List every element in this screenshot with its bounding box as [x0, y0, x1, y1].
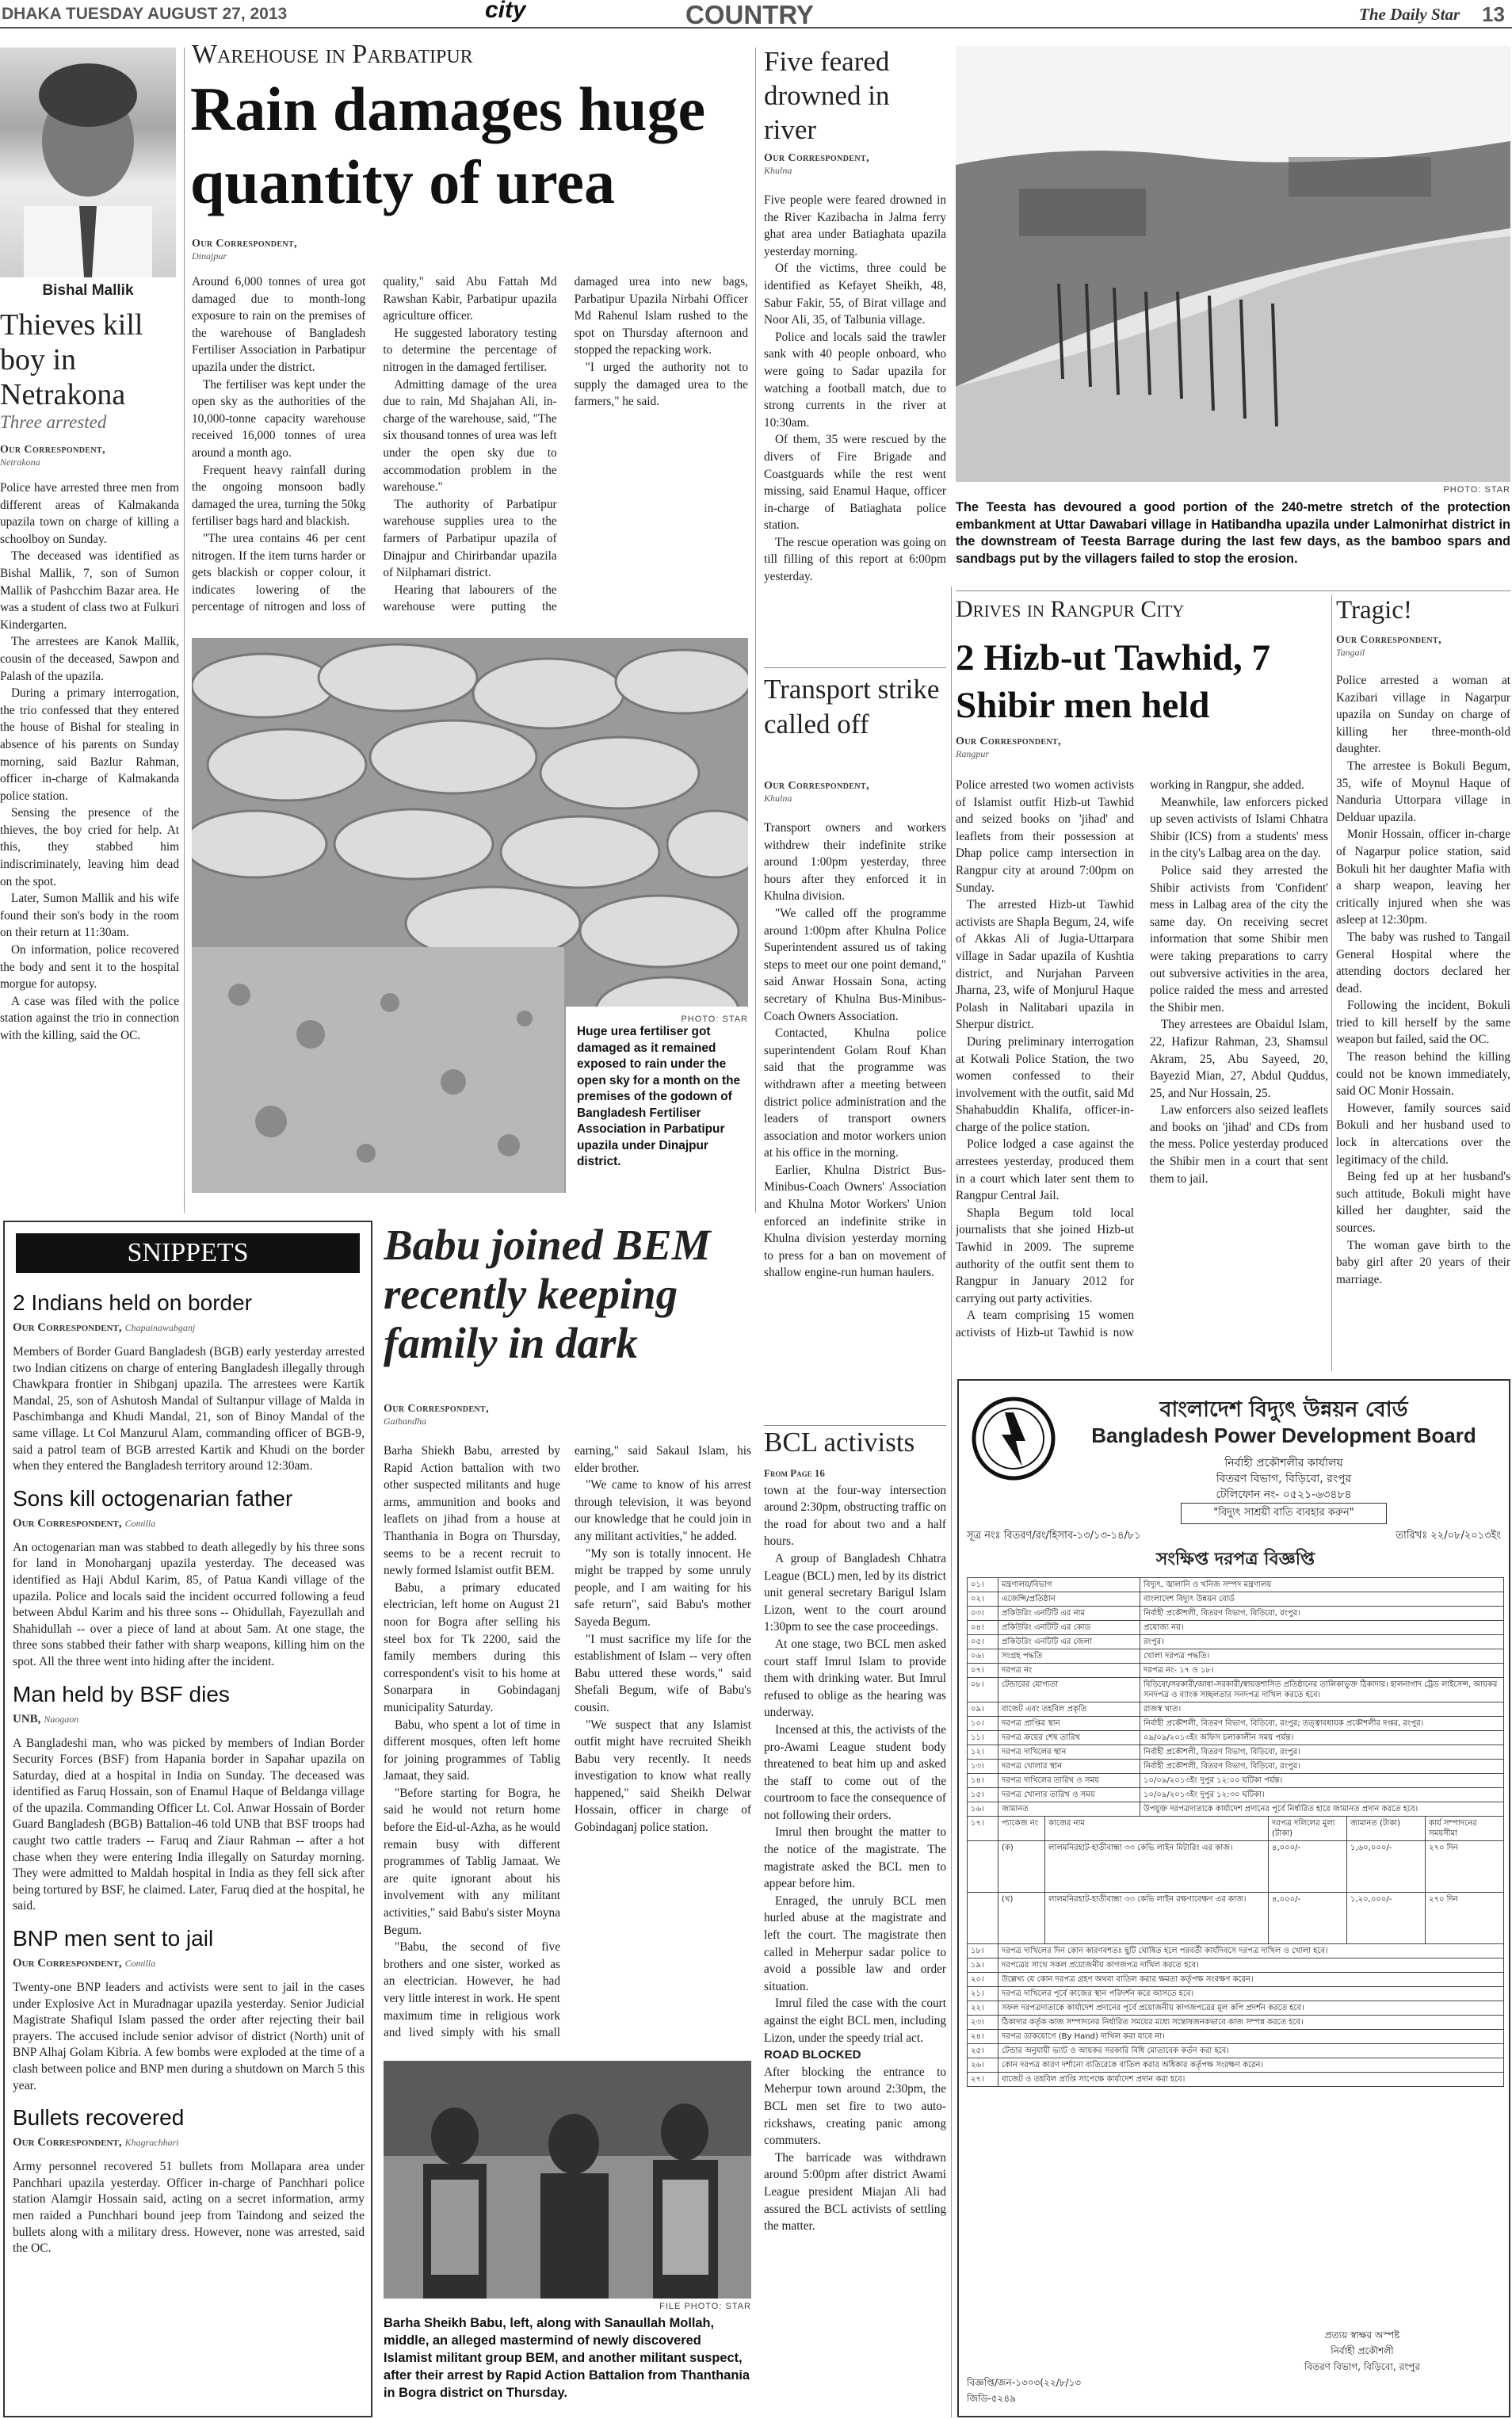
teesta-caption: The Teesta has devoured a good portion of the 240-metre stretch of the protection embankment at Uttar Dawabari village in Hatibandha upazila under Lalmonirhat district in the downstream of Teesta Barrage during the last few days, as the bamboo spars and sandbags put by the villagers failed to stop the erosion. [956, 500, 1510, 566]
snippet-place: Comilla [124, 1517, 156, 1529]
snippet-headline: BNP men sent to jail [13, 1926, 214, 1951]
babu-place: Gaibandha [384, 1416, 426, 1427]
paragraph: Admitting damage of the urea due to rain, Md Shajahan Ali, in-charge of the warehouse, said, "The six thousand tonnes of urea was left under the open sky due to accommodation problem in the warehouse." [383, 377, 557, 495]
paragraph: The authority of Parbatipur warehouse supplies urea to the farmers of Parbatipur upazila of Dinajpur and Chirirbandar upazila of Nilphamari district. [383, 497, 557, 580]
paragraph: town at the four-way intersection around 2:30pm, obstructing traffic on the road for about two and a half hours. [764, 1483, 946, 1549]
cell: টেন্ডার অনুযায়ী ভ্যাট ও আয়কর সরকারি বিধি মোতাবেক কর্তন করা হবে। [998, 2044, 1504, 2058]
tender-row [968, 1745, 1504, 1760]
cell: কোন দরপত্র কারণ দর্শানো ব্যতিরেকে বাতিল করার অধিকার কর্তৃপক্ষ সংরক্ষণ করেন। [998, 2058, 1504, 2073]
cell: ০৮। [968, 1678, 998, 1702]
column-rule [951, 587, 952, 2417]
tender-note-row [968, 2030, 1504, 2044]
paragraph: Frequent heavy rainfall during the ongoing monsoon badly damaged the urea, turning the 50kg fertiliser bags hard and blackish. [192, 463, 366, 529]
cell: প্যাকেজ নং [998, 1817, 1045, 1841]
hizb-kicker: Drives in Rangpur City [956, 596, 1185, 622]
cell: প্রকিউরিং এনটিটি এর জেলা [998, 1635, 1140, 1649]
thieves-body [0, 480, 179, 1205]
cell: (খ) [998, 1893, 1045, 1944]
paragraph: "Babu, the second of five brothers and one sister, worked as an electrician. However, he had very little interest in work. He spent maximum time in religious work and lived simply with his small earning," said Sakaul Islam, his elder brother. [384, 1444, 751, 2040]
ad-footer-2: জিডি-৫২৪৯ [967, 2393, 1016, 2404]
cell: ১১। [968, 1731, 998, 1745]
paragraph: A group of Bangladesh Chhatra League (BCL) men, led by its district unit general secretary Barigul Islam Lizon, went to the court around 1:30pm to see the case proceedings. [764, 1551, 946, 1634]
dateline: DHAKA TUESDAY AUGUST 27, 2013 [2, 5, 288, 23]
paragraph: "We called off the programme around 1:00pm after Khulna Police Superintendent assured us of taking steps to meet our one point demand," said Anwar Hossain Sona, acting secretary of Khulna Bus-Minibus-Coach Owners Association. [764, 906, 946, 1023]
cell: এজেন্সি/প্রতিষ্ঠান [998, 1592, 1140, 1607]
lot-row [968, 1841, 1504, 1893]
cell: ০৭। [968, 1664, 998, 1678]
tender-row [968, 1592, 1504, 1607]
teesta-photo-credit: PHOTO: STAR [1443, 485, 1510, 495]
paragraph: Meanwhile, law enforcers picked up seven activists of Islami Chhatra Shibir (ICS) from a students' mess in the city's Lalbag area on the day. [1150, 795, 1328, 861]
cell: ২২। [968, 2001, 998, 2016]
tender-row [968, 1702, 1504, 1717]
ad-org-bn: বাংলাদেশ বিদ্যুৎ উন্নয়ন বোর্ড [1159, 1397, 1408, 1422]
tender-row [968, 1802, 1504, 1817]
cell: ১,৬০,০০০/- [1347, 1841, 1426, 1893]
section-country: COUNTRY [685, 0, 814, 29]
paragraph: Police have arrested three men from different areas of Kalmakanda upazila town on charge of killing a schoolboy on Sunday. [0, 481, 179, 546]
tender-note-row [968, 1987, 1504, 2001]
snippet-place: Chapainawabganj [124, 1322, 196, 1333]
snippet-headline: Sons kill octogenarian father [13, 1485, 293, 1511]
cell: সফল দরপত্রদাতাকে কার্যাদেশ প্রদানের পূর্বে প্রয়োজনীয় কাগজপত্রের মূল কপি প্রদর্শন করতে হবে। [998, 2001, 1504, 2016]
cell: ১২। [968, 1745, 998, 1760]
cell: ০৪। [968, 1621, 998, 1635]
snippet-body: Army personnel recovered 51 bullets from Mollapara area under Panchhari upazila yesterday. Officer in-charge of Panchhari police station Alamgir Hossain said, acting on a secret information, army men raided a Punchhari bound jeep from Taindong and seized the bullets along with a military dress. However, none was arrested, said the OC. [13, 2160, 365, 2256]
cell: ০১। [968, 1578, 998, 1592]
ad-phone: টেলিফোন নং- ০৫২১-৬৩৪৮৪ [1216, 1488, 1352, 1501]
urea-byline-block [192, 238, 366, 269]
cell: কার্য সম্পাদনের সময়সীমা [1426, 1817, 1504, 1841]
cell: ১৩। [968, 1760, 998, 1774]
cell: ২৪। [968, 2030, 998, 2044]
ad-sign-3: বিতরণ বিভাগ, বিড়িবো, রংপুর [1304, 2361, 1421, 2372]
tender-details-table [967, 1577, 1504, 1817]
snippet-body: Twenty-one BNP leaders and activists were sent to jail in the cases under Explosive Act in Muradnagar upazila yesterday. Senior Judicial Magistrate Shafiqul Islam passed the order after rejecting their bail prayers. The accused include senior advisor of district (North) unit of BNP Alhaj Golam Kibria. A few bombs were exploded at the time of a clash between police and BNP men during a shutdown on March 5 this year. [13, 1981, 365, 2092]
paragraph: Incensed at this, the activists of the pro-Awami League student body threatened to beat him up and asked the staff to come out of the courtroom to face the consequence of not following their orders. [764, 1722, 946, 1822]
cell: রাজস্ব খাত। [1140, 1702, 1504, 1717]
tender-note-row [968, 2073, 1504, 2087]
transport-byline: Our Correspondent, [764, 780, 869, 792]
paragraph: Around 6,000 tonnes of urea got damaged due to month-long exposure to rain on the premises of the warehouse of Bangladesh Fertiliser Association in Parbatipur upazila under the district. [192, 275, 366, 374]
cell: জামানত [998, 1802, 1140, 1817]
paragraph: "We came to know of his arrest through television, it was beyond our knowledge that he could join in any militant activities," he added. [575, 1478, 751, 1543]
bcl-body [764, 1465, 946, 2416]
snippet-place: Comilla [124, 1958, 156, 1970]
transport-place: Khulna [764, 793, 792, 804]
hizb-body [956, 736, 1328, 1347]
cell: (ক) [998, 1841, 1045, 1893]
thieves-subhead: Three arrested [0, 412, 107, 432]
thieves-place: Netrakona [0, 457, 40, 468]
paragraph: "We suspect that any Islamist outfit might have recruited Sheikh Babu very recently. It needs investigation to know what really happened," said Sheikh Delwar Hossain, officer in charge of Gobindaganj police station. [575, 1718, 751, 1835]
snippet-byline: Our Correspondent, [13, 1957, 122, 1970]
tender-row [968, 1621, 1504, 1635]
tragic-byline-block [1336, 634, 1510, 665]
cell: ২৭০ দিন [1426, 1893, 1504, 1944]
tender-row [968, 1760, 1504, 1774]
cell: রংপুর। [1140, 1635, 1504, 1649]
snippet-place: Khagrachhari [124, 2137, 179, 2149]
paragraph: Imrul then brought the matter to the notice of the magistrate. The magistrate asked the BCL men to appear before him. [764, 1825, 946, 1891]
snippet-item [13, 1290, 365, 1475]
paragraph: Police said they arrested the Shibir activists from 'Confident' mess in Lalbag area of the city the same day. On receiving secret information that some Shibir men were taking preparations to carry out subversive activities in the area, police raided the mess and arrested the Shibir men. [1150, 863, 1328, 1015]
teesta-photo-svg [956, 46, 1510, 482]
urea-photo [192, 638, 748, 1193]
snippet-item [13, 1926, 365, 2094]
snippet-byline: Our Correspondent, [13, 1321, 122, 1334]
thieves-byline-block [0, 444, 179, 475]
cell: ২৩। [968, 2016, 998, 2030]
snippet-byline: UNB, [13, 1712, 41, 1725]
paragraph: The baby was rushed to Tangail General Hospital where the attending doctors declared her dead. [1336, 930, 1510, 995]
ad-signature [967, 2329, 1504, 2408]
paragraph: However, family sources said Bokuli and her husband used to lock in altercations over the legitimacy of the child. [1336, 1101, 1510, 1167]
snippet-item [13, 2105, 365, 2257]
cell: নির্বাহী প্রকৌশলী, বিতরণ বিভাগ, বিড়িবো, রংপুর। [1140, 1607, 1504, 1621]
cell: ০৬। [968, 1649, 998, 1664]
paragraph: The rescue operation was going on till filling of this report at 6:00pm yesterday. [764, 535, 946, 584]
paragraph: During a primary interrogation, the trio confessed that they entered the house of Bishal for stealing in absence of his parents on Sunday morning, said Bazlur Rahman, officer in-charge of Kalmakanda police station. [0, 686, 179, 803]
cell: ১৯। [968, 1959, 998, 1973]
transport-headline: Transport strike called off [764, 674, 940, 739]
paragraph: Following the incident, Bokuli tried to kill herself by the same weapon but failed, said the OC. [1336, 999, 1510, 1047]
babu-photo-svg [384, 2061, 751, 2299]
paragraph: "I urged the authority not to supply the damaged urea to the farmers," he said. [574, 360, 748, 409]
column-rule [184, 48, 185, 1213]
cell: ৪,০০০/- [1269, 1893, 1347, 1944]
lot-row [968, 1893, 1504, 1944]
paragraph: Law enforcers also seized leaflets and books on 'jihad' and CDs from the mess. Police yesterday produced the Shibir men in a court that sent them to jail. [1150, 1103, 1328, 1186]
cell: উল্লেখ্য যে কোন দরপত্র গ্রহণ অথবা বাতিল করার ক্ষমতা কর্তৃপক্ষ সংরক্ষণ করেন। [998, 1973, 1504, 1987]
cell: ২৭। [968, 2073, 998, 2087]
urea-caption: Huge urea fertiliser got damaged as it remained exposed to rain under the open sky for a month on the premises of the godown of Bangladesh Fertiliser Association in Parbatipur upazila under Dinajpur district. [577, 1025, 741, 1168]
cell: উপযুক্ত দরপত্রদাতাকে কার্যাদেশ প্রদানের পূর্বে নির্ধারিত হারে জামানত প্রদান করতে হবে। [1140, 1802, 1504, 1817]
drowned-headline: Five feared drowned in river [764, 46, 890, 145]
boy-photo-svg [0, 48, 176, 277]
cell: দরপত্র খোলার স্থান [998, 1760, 1140, 1774]
paragraph: During preliminary interrogation at Kotwali Police Station, the two women confessed to their involvement with the outfit, said Md Shahabuddin Khalifa, officer-in-charge of the police station. [956, 1034, 1134, 1134]
tender-note-row [968, 1944, 1504, 1959]
cell: প্রকিউরিং এনটিটি এর কোড [998, 1621, 1140, 1635]
bpdb-logo [970, 1395, 1057, 1482]
ad-sign-1: প্রত্যয় স্বাক্ষর অস্পষ্ট [1324, 2329, 1400, 2341]
bpdb-logo-svg [970, 1395, 1057, 1482]
paragraph: Being fed up at her husband's such attitude, Bokuli might have killed her daughter, said the sources. [1336, 1170, 1510, 1235]
tragic-place: Tangail [1336, 647, 1365, 658]
cell: ১৫। [968, 1788, 998, 1802]
paragraph: The fertiliser was kept under the open sky as the authorities of the 10,000-tonne capacity warehouse received 16,000 tonnes of urea around a month ago. [192, 377, 366, 460]
paragraph: He suggested laboratory testing to determine the percentage of nitrogen in the damaged fertiliser. [383, 326, 557, 374]
cell [968, 1841, 998, 1893]
cell: ১০/০৯/২০১৩ইং দুপুর ১২:০০ ঘটিকা পর্যন্ত। [1140, 1774, 1504, 1788]
cell: মন্ত্রণালয়/বিভাগ [998, 1578, 1140, 1592]
cell: নির্বাহী প্রকৌশলী, বিতরণ বিভাগ, বিড়িবো, রংপুর। [1140, 1760, 1504, 1774]
cell: দরপত্র ডাকযোগে (By Hand) দাখিল করা যাবে না। [998, 2030, 1504, 2044]
cell: ০২। [968, 1592, 998, 1607]
transport-body [764, 820, 946, 1422]
story-divider [956, 590, 1510, 591]
paragraph: Police and locals said the trawler sank with 40 people onboard, who were going to Sadar upazila for watching a football match, due to strong currents in the river at 10:30am. [764, 330, 946, 430]
story-divider [764, 1425, 946, 1426]
bcl-headline: BCL activists [764, 1427, 915, 1458]
cell: দরপত্রের সাথে সকল প্রয়োজনীয় কাগজপত্র দাখিল করতে হবে। [998, 1959, 1504, 1973]
cell: ২১। [968, 1987, 998, 2001]
hizb-headline: 2 Hizb-ut Tawhid, 7 Shibir men held [956, 637, 1271, 726]
bcl-subhead: ROAD BLOCKED [764, 2048, 861, 2062]
tender-row [968, 1578, 1504, 1592]
page-number: 13 [1482, 2, 1505, 26]
babu-caption: Barha Sheikh Babu, left, along with Sanaullah Mollah, middle, an alleged mastermind of newly discovered Islamist militant group BEM, and another militant suspect, after their arrest by Rapid Action Battalion from Thanthania in Bogra district on Thursday. [384, 2316, 750, 2400]
ad-footer-1: বিজ্ঞপ্তি/জন-১৩০৩(২২/৮/১৩ [967, 2377, 1082, 2388]
paragraph: On information, police recovered the body and sent it to the hospital morgue for autopsy. [0, 943, 179, 992]
cell: দরপত্র খোলার তারিখ ও সময় [998, 1788, 1140, 1802]
cell: ১৬। [968, 1802, 998, 1817]
snippet-body: Members of Border Guard Bangladesh (BGB) early yesterday arrested two Indian citizens on charge of entering Bangladesh illegally through Chawkpara frontier in Shibganj upazila. The arrestees were Kartik Mandal, 25, son of Ashutosh Mandal of Sultanpur village of Malda in Paschimbanga and Khudi Mandal, 21, son of Binoy Mandal of the same village. Lt Col Manzurul Alam, commanding officer of BGB-9, said a patrol team of BGB arrested Kartik and Khudi on the border when they entered the Bangladesh territory around 12:30am. [13, 1345, 365, 1473]
paragraph: A team comprising 15 women activists of Hizb-ut Tawhid is now working in Rangpur, she added. [956, 778, 1304, 1339]
cell: দরপত্র দাখিলের পূর্বে কাজের স্থান পরিদর্শন করে আসতে হবে। [998, 1987, 1504, 2001]
cell: ১৮। [968, 1944, 998, 1959]
cell: ২৬। [968, 2058, 998, 2073]
hizb-place: Rangpur [956, 748, 989, 759]
paragraph: Sensing the presence of the thieves, the boy cried for help. At this, they stabbed him indiscriminately, leaving him dead on the spot. [0, 806, 179, 888]
drowned-byline-block [764, 152, 946, 183]
tender-row [968, 1649, 1504, 1664]
hizb-byline: Our Correspondent, [956, 736, 1061, 747]
paragraph: The reason behind the killing could not be known immediately, said OC Monir Hossain. [1336, 1050, 1510, 1099]
tragic-byline: Our Correspondent, [1336, 634, 1441, 646]
ad-office-1: নির্বাহী প্রকৌশলীর কার্যালয় [1224, 1457, 1343, 1469]
cell: ২০। [968, 1973, 998, 1987]
urea-body [192, 273, 748, 626]
transport-byline-block [764, 780, 946, 811]
urea-caption-box [566, 1007, 748, 1193]
cell: কাজের নাম [1045, 1817, 1269, 1841]
cell: ১৪। [968, 1774, 998, 1788]
babu-photo-credit: FILE PHOTO: STAR [659, 2302, 751, 2311]
babu-headline: Babu joined BEM recently keeping family in dark [384, 1221, 711, 1367]
tender-note-row [968, 1973, 1504, 1987]
teesta-photo [956, 46, 1510, 482]
boy-photo [0, 48, 176, 277]
cell: ১৭। [968, 1817, 998, 1841]
cell [968, 1893, 998, 1944]
cell: ১০। [968, 1717, 998, 1731]
paragraph: Contacted, Khulna police superintendent Golam Rouf Khan said that the programme was withdrawn after a meeting between district police administration and the leaders of transport owners association and motor workers union at his office in the morning. [764, 1026, 946, 1160]
paragraph: Of them, 35 were rescued by the divers of Fire Brigade and Coastguards while the rest went missing, said Enamul Haque, officer in-charge of Batiaghata police station. [764, 433, 946, 533]
babu-body [384, 1403, 751, 2053]
cell: বিদ্যুৎ, জ্বালানি ও খনিজ সম্পদ মন্ত্রণালয় [1140, 1578, 1504, 1592]
story-divider [764, 667, 946, 668]
paragraph: The arrested Hizb-ut Tawhid activists are Shapla Begum, 24, wife of Akkas Ali of Jugia-Uttarpara village in Sadar upazila of Kushtia district, and Nurjahan Parveen Jharna, 23, wife of Monjurul Haque Polash in Nalitabari upazila in Sherpur district. [956, 898, 1134, 1032]
cell: ১,২০,০০০/- [1347, 1893, 1426, 1944]
cell: বাজেট ও তহবিল প্রাপ্তি সাপেক্ষে কার্যাদেশ প্রদান করা হবে। [998, 2073, 1504, 2087]
cell: ২৭০ দিন [1426, 1841, 1504, 1893]
tender-lots-table [967, 1816, 1504, 1944]
ad-memo: সূত্র নংঃ বিতরণ/রং/হিসাব-১৩/১৩-১৪/৮১ [967, 1530, 1141, 1542]
paragraph: "I must sacrifice my life for the establishment of Islam -- very often Babu uttered these words," said Shefali Begum, wife of Babu's cousin. [575, 1632, 751, 1714]
paragraph: They arrestees are Obaidul Islam, 22, Hafizur Rahman, 23, Shamsul Akram, 25, Abu Sayeed, 20, Bayezid Mian, 27, Abdul Quddus, 25, and Nur Hossain, 25. [1150, 1018, 1328, 1100]
tender-note-row [968, 2001, 1504, 2016]
ad-slogan: "বিদ্যুৎ সাশ্রয়ী বাতি ব্যবহার করুন" [1181, 1503, 1387, 1524]
snippets-banner: SNIPPETS [16, 1233, 360, 1273]
babu-photo [384, 2061, 751, 2299]
cell: সংগ্রহ পদ্ধতি [998, 1649, 1140, 1664]
cell: ২৫। [968, 2044, 998, 2058]
tender-row [968, 1774, 1504, 1788]
cell: দরপত্র ক্রয়ের শেষ তারিখ [998, 1731, 1140, 1745]
snippet-byline: Our Correspondent, [13, 1516, 122, 1530]
lots-header-row [968, 1817, 1504, 1841]
boy-photo-caption: Bishal Mallik [42, 282, 134, 299]
paragraph: Barha Shiekh Babu, arrested by Rapid Action battalion with two other suspected militants and huge arms, ammunition and books and leaflets on jihad from a house at Thanthania in Bogra on Thursday, seems to be a recent recruit to newly formed Islamist outfit BEM. [384, 1444, 560, 1578]
thieves-headline: Thieves kill boy in Netrakona [0, 308, 143, 411]
tender-row [968, 1607, 1504, 1621]
tender-note-row [968, 1959, 1504, 1973]
paragraph: After blocking the entrance to Meherpur town around 2:30pm, the BCL men set fire to two auto-rickshaws, creating panic among commuters. [764, 2065, 946, 2148]
ad-org-en: Bangladesh Power Development Board [1091, 1424, 1476, 1447]
tender-row [968, 1678, 1504, 1702]
cell: ০৩। [968, 1607, 998, 1621]
cell: প্রকিউরিং এনটিটি এর নাম [998, 1607, 1140, 1621]
cell: ০৫। [968, 1635, 998, 1649]
babu-byline: Our Correspondent, [384, 1403, 489, 1415]
paragraph: Imrul filed the case with the court against the eight BCL men, including Lizon, under the speedy trial act. [764, 1997, 946, 2045]
snippets-box [3, 1221, 372, 2417]
cell: খোলা দরপত্র পদ্ধতি। [1140, 1649, 1504, 1664]
cell: দরপত্র দাখিলের তারিখ ও সময় [998, 1774, 1140, 1788]
snippet-headline: Man held by BSF dies [13, 1681, 230, 1706]
drowned-place: Khulna [764, 165, 792, 176]
paragraph: At one stage, two BCL men asked court staff Imrul Islam to provide them with drinking water. But Imrul refused to oblige as the hearing was underway. [764, 1637, 946, 1720]
cell: নির্বাহী প্রকৌশলী, বিতরণ বিভাগ, বিড়িবো, রংপুর; তত্ত্বাবধায়ক প্রকৌশলীর দপ্তর, রংপুর। [1140, 1717, 1504, 1731]
paragraph: "The urea contains 46 per cent nitrogen. If the item turns harder or gets blackish or copper colour, it indicates lowering of the percentage of nitrogen and loss of quality," said Abu Fattah Md Rawshan Kabir, Parbatipur upazila agriculture officer. [192, 275, 557, 614]
cell: ৪,০০০/- [1269, 1841, 1347, 1893]
paragraph: Hearing that labourers of the warehouse were putting the damaged urea into new bags, Parbatipur Upazila Nirbahi Officer Md Rahenul Islam rushed to the spot on Thursday afternoon and stopped the repacking work. [383, 275, 748, 614]
cell: নির্বাহী প্রকৌশলী, বিতরণ বিভাগ, বিড়িবো, রংপুর। [1140, 1745, 1504, 1760]
tender-row [968, 1788, 1504, 1802]
snippet-byline: Our Correspondent, [13, 2136, 122, 2150]
snippet-item [13, 1486, 365, 1671]
ad-sign-2: নির্বাহী প্রকৌশলী [1331, 2345, 1394, 2356]
snippet-body: A Bangladeshi man, who was picked by members of Indian Border Security Forces (BSF) from Hapania border in Sapahar upazila on Saturday, died at a hospital in India on Sunday. The deceased was identified as Faruq Hossain, son of Enamul Haque of Beldanga village of the upazila. Commanding Officer Lt. Col. Anwar Hossain of Border Guard Bangladesh (BGB) Battalion-46 told UNB that BSF troops had caught two cattle traders -- Faruq and Ziaur Rahman -- after a hot chase when they were entering India illegally on Saturday morning. They were admitted to Maldah hospital in India as they fell sick after being tortured by BSF, he claimed. Later, Faruq died at the hospital, he said. [13, 1736, 365, 1913]
cell: টেন্ডারের যোগ্যতা [998, 1678, 1140, 1702]
thieves-byline: Our Correspondent, [0, 444, 105, 456]
cell: ০৯। [968, 1702, 998, 1717]
tender-row [968, 1717, 1504, 1731]
ad-title: সংক্ষিপ্ত দরপত্র বিজ্ঞপ্তি [1155, 1550, 1315, 1569]
tender-note-row [968, 2058, 1504, 2073]
cell: দরপত্র প্রাপ্তির স্থান [998, 1717, 1140, 1731]
urea-place: Dinajpur [192, 250, 227, 262]
section-city: city [485, 0, 526, 23]
masthead [0, 0, 1512, 29]
paragraph: The woman gave birth to the baby girl after 20 years of their marriage. [1336, 1238, 1510, 1286]
tragic-body [1336, 672, 1510, 1362]
paragraph: Shapla Begum told local journalists that she joined Hizb-ut Tawhid in 2009. The supreme authority of the outfit sent them to Rangpur in January 2012 for carrying out party activities. [956, 1206, 1134, 1305]
drowned-body [764, 192, 946, 667]
cell: জামানত (টাকা) [1347, 1817, 1426, 1841]
cell: ১০/০৯/২০১৩ইং দুপুর ১২:৩০ ঘটিকা। [1140, 1788, 1504, 1802]
ad-date: তারিখঃ ২২/০৮/২০১৩ইং [1396, 1530, 1501, 1542]
snippet-place: Naogaon [44, 1713, 79, 1725]
urea-kicker: Warehouse in Parbatipur [192, 40, 473, 69]
cell: দরপত্র নং- ১৭ ও ১৮। [1140, 1664, 1504, 1678]
paragraph: Police lodged a case against the arrestees yesterday, produced them in a court which later sent them to Rangpur Central Jail. [956, 1137, 1134, 1203]
drowned-byline: Our Correspondent, [764, 152, 869, 164]
cell: লালমনিরহাট-হাতীবান্ধা ৩৩ কেভি লাইন মিটারিং এর কাজ। [1045, 1841, 1269, 1893]
tender-row [968, 1664, 1504, 1678]
tender-notes-table [967, 1943, 1504, 2087]
tender-note-row [968, 2016, 1504, 2030]
ad-office-2: বিতরণ বিভাগ, বিড়িবো, রংপুর [1216, 1473, 1352, 1485]
urea-headline: Rain damages huge quantity of urea [190, 75, 706, 216]
column-rule [1331, 594, 1332, 1371]
cell: বাজেট এবং তহবিল প্রকৃতি [998, 1702, 1140, 1717]
paragraph: Police arrested two women activists of Islamist outfit Hizb-ut Tawhid and seized books on 'jihad' and leaflets from their possession at Dhap police camp intersection in Rangpur city at around 7:00pm on Sunday. [956, 778, 1134, 895]
tender-row [968, 1731, 1504, 1745]
paragraph: "My son is totally innocent. He might be trapped by some unruly people, and I am waiting for his safe return", said Babu's mother Sayeda Begum. [575, 1546, 751, 1629]
paragraph: Police arrested a woman at Kazibari village in Nagarpur upazila on Sunday on charge of killing her three-month-old daughter. [1336, 674, 1510, 756]
paragraph: The arrestee is Bokuli Begum, 35, wife of Moynul Haque of Nanduria Uttorpara village in Delduar upazila. [1336, 759, 1510, 824]
cell: দরপত্র দাখিলের স্থান [998, 1745, 1140, 1760]
cell: বাংলাদেশ বিদ্যুৎ উন্নয়ন বোর্ড [1140, 1592, 1504, 1607]
cell: লালমনিরহাট-হাতীবান্ধা ৩৩ কেভি লাইন রক্ষণাবেক্ষণ এর কাজ। [1045, 1893, 1269, 1944]
tender-table [967, 1577, 1504, 2087]
paragraph: The barricade was withdrawn around 5:00pm after district Awami League president Miajan Ali had assured the BCL activists of settling the matter. [764, 2150, 946, 2234]
tender-ad [957, 1379, 1510, 2417]
paragraph: Five people were feared drowned in the River Kazibacha in Jalma ferry ghat area under Batiaghata upazila yesterday morning. [764, 193, 946, 258]
cell: দরপত্র নং [998, 1664, 1140, 1678]
paragraph: Babu, who spent a lot of time in different mosques, often left home for joining programmes of Tablig Jamaat, they said. [384, 1718, 560, 1783]
snippet-item [13, 1682, 365, 1916]
paragraph: The deceased was identified as Bishal Mallik, 7, son of Sumon Mallik of Pashcchim Bazar area. He was a student of class two at Fulkuri Kindergarten. [0, 549, 179, 632]
paper-name: The Daily Star [1359, 5, 1460, 24]
paragraph: Earlier, Khulna District Bus-Minibus-Coach Owners' Association and Khulna Motor Workers' Union enforced an indefinite strike in Khulna division yesterday morning to press for a ban on movement of shallow engine-run human haulers. [764, 1163, 946, 1280]
cell: ০৯/০৯/২০১৩ইং অফিস চলাকালীন সময় পর্যন্ত। [1140, 1731, 1504, 1745]
tragic-headline: Tragic! [1336, 596, 1412, 625]
paragraph: Monir Hossain, officer in-charge of Nagarpur police station, said Bokuli hit her daughter Mafia with a sharp weapon, leaving her critically injured when she was asleep at 12:30pm. [1336, 827, 1510, 927]
snippet-headline: Bullets recovered [13, 2105, 185, 2130]
snippet-body: An octogenarian man was stabbed to death allegedly by his three sons for land in Monoharganj upazila yesterday. The deceased was identified as Haji Abdul Karim, 85, of Patua Kandi village of the upazila. Police and locals said the incident occurred following a feud between Abdul Karim and his three sons -- Ohidullah, Fayezullah and Shahidullah -- over a piece of land at about 5am. At one stage, the three sons stabbed their father with sharp weapons, killing him on the spot. All the three went into hiding after the incident. [13, 1540, 365, 1668]
urea-photo-credit: PHOTO: STAR [681, 1015, 748, 1024]
paragraph: Of the victims, three could be identified as Kefayet Sheikh, 48, Sabur Fakir, 55, of Birat village and Noor Ali, 35, of Talbunia village. [764, 262, 946, 327]
snippets-list [13, 1279, 365, 2257]
tender-row [968, 1635, 1504, 1649]
cell: প্রযোজ্য নয়। [1140, 1621, 1504, 1635]
urea-byline: Our Correspondent, [192, 238, 297, 250]
cell: ঠিকাদার কর্তৃক কাজ সম্পাদনের নির্ধারিত সময়ের মধ্যে সন্তোষজনকভাবে কাজ সম্পন্ন করতে হবে। [998, 2016, 1504, 2030]
paragraph: The arrestees are Kanok Mallik, cousin of the deceased, Sawpon and Palash of the upazila. [0, 635, 179, 683]
cell: বিড়িবো/সরকারী/আধা-সরকারী/স্বায়ত্তশাসিত প্রতিষ্ঠানের তালিকাভুক্ত ঠিকাদার। হালনাগাদ ট্রেড লাইসেন্স, আয়কর সনদপত্র ও ব্যাংক সচ্ছলতার সনদপত্র দাখিল করতে হবে। [1140, 1678, 1504, 1702]
paragraph: Enraged, the unruly BCL men hurled abuse at the magistrate and left the court. The magistrate then called in Meherpur sadar police to avoid a possible law and order situation. [764, 1894, 946, 1993]
snippet-headline: 2 Indians held on border [13, 1290, 252, 1315]
paragraph: "Before starting for Bogra, he said he would not return home before the Eid-ul-Azha, as he would remain busy with different programmes of Tablig Jamaat. We are quite ignorant about his involvement with any militant activities," said Babu's sister Moyna Begum. [384, 1786, 560, 1937]
paragraph: Babu, a primary educated electrician, left home on August 21 noon for Bogra after selling his steel box for Tk 2200, said the family members during this correspondent's visit to his home at Sonarpara in Gobindaganj municipality Saturday. [384, 1580, 560, 1714]
cell: দরপত্র দলিলের মূল্য (টাকা) [1269, 1817, 1347, 1841]
paragraph: Transport owners and workers withdrew their indefinite strike around 1:00pm yesterday, three hours after they enforced it in Khulna division. [764, 821, 946, 904]
tender-note-row [968, 2044, 1504, 2058]
column-rule [755, 48, 756, 1213]
cell: দরপত্র দাখিলের দিন কোন কারণবশতঃ ছুটি ঘোষিত হলে পরবর্তী কার্যদিবসে দরপত্র দাখিল ও খোলা হবে। [998, 1944, 1504, 1959]
paragraph: A case was filed with the police station against the trio in connection with the killing, said the OC. [0, 994, 179, 1042]
paragraph: Later, Sumon Mallik and his wife found their son's body in the room on their return at 11:30am. [0, 892, 179, 940]
bcl-from: From Page 16 [764, 1467, 825, 1479]
